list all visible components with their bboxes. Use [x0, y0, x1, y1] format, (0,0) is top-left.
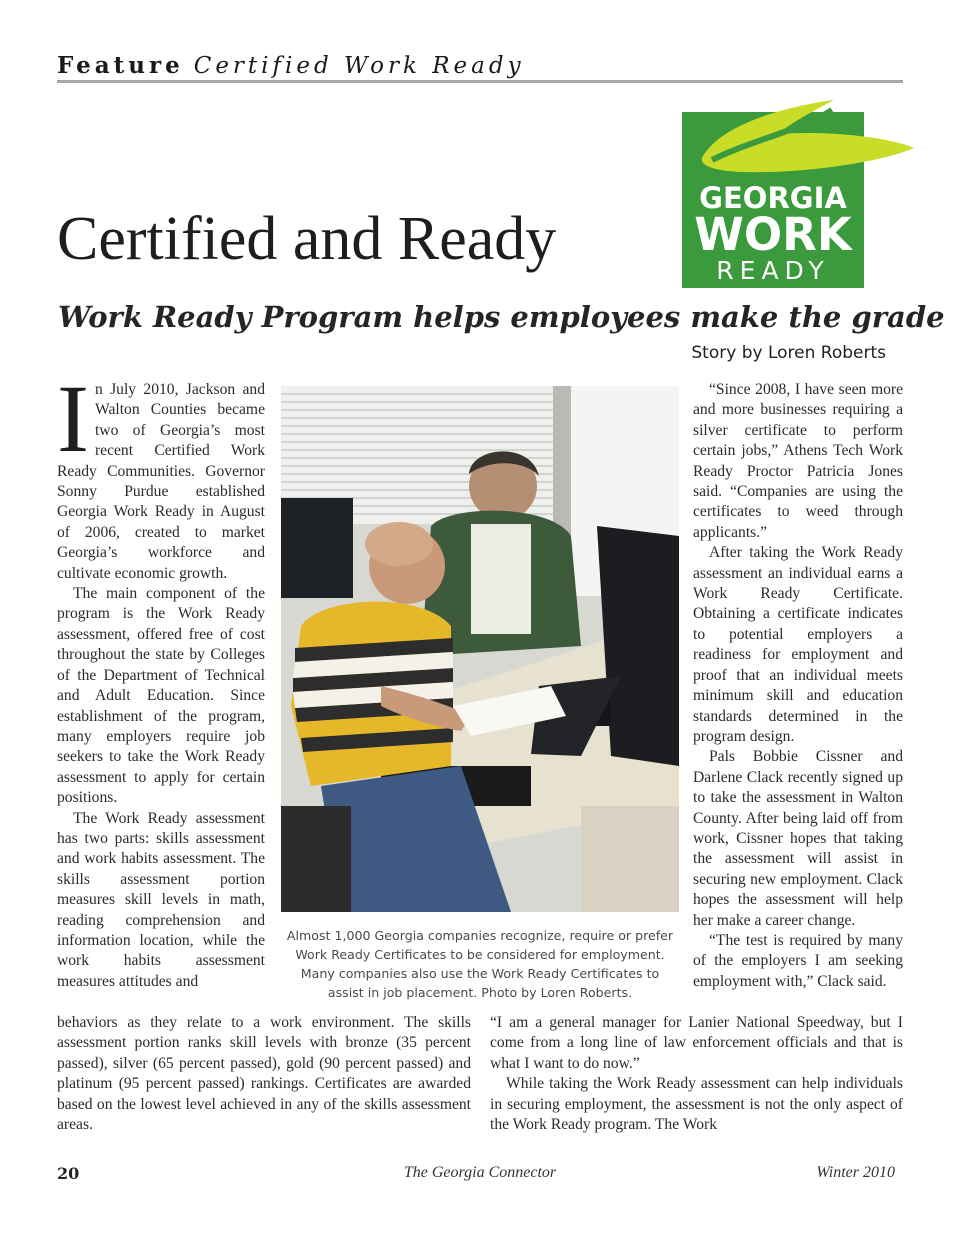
left-column [57, 365, 265, 992]
article-subheadline: Work Ready Program helps employees make the grade [58, 300, 945, 334]
section-kicker: Feature [57, 52, 184, 79]
right-bottom-paragraph-2: While taking the Work Ready assessment can help individuals in securing employment, the assessment is not the only aspect of the Work Ready program. The Work [490, 1075, 903, 1134]
left-paragraph-3: The Work Ready assessment has two parts: skills assessment and work habits assessment. The skills assessment portion measures skill levels in math, reading comprehension and information location, while the work habits assessment measures attitudes and [57, 809, 265, 990]
right-bottom-text [490, 1013, 903, 1135]
logo-line1: GEORGIA [699, 181, 847, 215]
left-bottom-text [57, 1013, 471, 1135]
georgia-work-ready-logo [682, 100, 916, 290]
right-column [693, 380, 903, 992]
header-rule [57, 80, 903, 83]
publication-name: The Georgia Connector [403, 1164, 557, 1181]
logo-line3: READY [716, 256, 830, 285]
right-paragraph-3: Pals Bobbie Cissner and Darlene Clack recently signed up to take the assessment in Walton County. After being laid off from work, Cissner hopes that taking the assessment will assist in securing new employment. Clack hopes the assessment will help her make a career change. [693, 748, 903, 929]
byline: Story by Loren Roberts [691, 343, 886, 363]
logo-line2: WORK [694, 208, 852, 261]
section-header [57, 52, 525, 79]
left-paragraph-2: The main component of the program is the Work Ready assessment, offered free of cost throughout the state by Colleges of the Department of Technical and Adult Education. Since establishment of the program, many employers require job seekers to take the Work Ready assessment to apply for certain positions. [57, 585, 265, 807]
right-paragraph-2: After taking the Work Ready assessment an individual earns a Work Ready Certificate. Obtaining a certificate indicates to potential employers a readiness for employment and proof that an individual meets minimum skill and education standards determined in the program design. [693, 544, 903, 745]
right-bottom-paragraph-1: “I am a general manager for Lanier National Speedway, but I come from a long line of law enforcement officials and that is what I want to do now.” [490, 1014, 903, 1072]
right-paragraph-4: “The test is required by many of the employers I am seeking employment with,” Clack said. [693, 931, 903, 990]
section-topic: Certified Work Ready [193, 53, 525, 79]
issue-date: Winter 2010 [816, 1164, 895, 1181]
article-headline: Certified and Ready [57, 205, 557, 273]
right-paragraph-1: “Since 2008, I have seen more and more businesses requiring a silver certificate to perform certain jobs,” Athens Tech Work Ready Proctor Patricia Jones said. “Companies are using the certificates to weed through applicants.” [693, 381, 903, 541]
photo-caption: Almost 1,000 Georgia companies recognize, require or prefer Work Ready Certificates to be considered for employment. Many companies also use the Work Ready Certificates to assist in job placement. Photo by Loren Roberts. [286, 928, 674, 1000]
left-paragraph-1: In July 2010, Jackson and Walton Counties became two of Georgia’s most recent Certified Work Ready Communities. Governor Sonny Purdue established Georgia Work Ready in August of 2006, created to market Georgia’s workforce and cultivate economic growth. [57, 365, 265, 582]
page-number: 20 [57, 1164, 80, 1183]
left-bottom-paragraph: behaviors as they relate to a work environment. The skills assessment portion ranks skill levels with bronze (35 percent passed), silver (65 percent passed), gold (90 percent passed) and platinum (95 percent passed) rankings. Certificates are awarded based on the lowest level achieved in any of the skills assessment areas. [57, 1014, 471, 1134]
article-photo [281, 386, 679, 912]
drop-cap: I [57, 365, 89, 472]
